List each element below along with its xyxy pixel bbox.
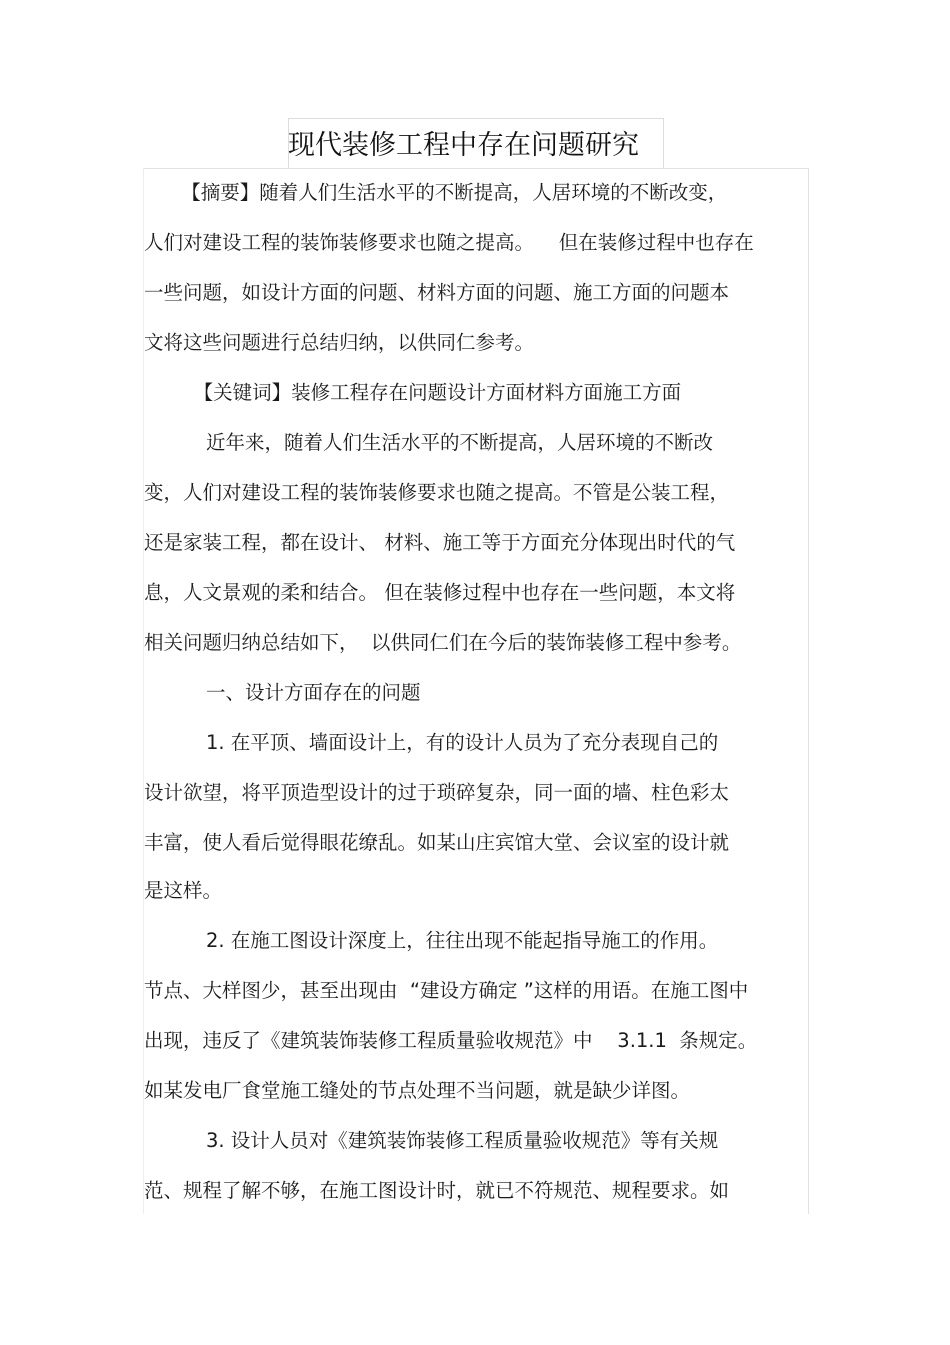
text-line-9: 息，人文景观的柔和结合。 但在装修过程中也存在一些问题，本文将: [144, 581, 736, 604]
text-line-8: 还是家装工程，都在设计、 材料、施工等于方面充分体现出时代的气: [144, 531, 736, 554]
document-title: 现代装修工程中存在问题研究: [288, 130, 639, 161]
text-line-6: 近年来，随着人们生活水平的不断提高，人居环境的不断改: [144, 431, 713, 454]
section-heading-1: 一、设计方面存在的问题: [144, 681, 421, 704]
text-line-14: 丰富，使人看后觉得眼花缭乱。如某山庄宾馆大堂、会议室的设计就: [144, 831, 730, 854]
text-line-4: 文将这些问题进行总结归纳，以供同仁参考。: [144, 331, 535, 354]
text-line-15: 是这样。: [144, 879, 223, 902]
text-line-7: 变，人们对建设工程的装饰装修要求也随之提高。不管是公装工程，: [144, 481, 730, 504]
text-line-10: 相关问题归纳总结如下， 以供同仁们在今后的装饰装修工程中参考。: [144, 631, 742, 654]
text-line-20: 3. 设计人员对《建筑装饰装修工程质量验收规范》等有关规: [144, 1129, 719, 1152]
text-line-1: 【摘要】随着人们生活水平的不断提高，人居环境的不断改变，: [144, 181, 728, 204]
text-line-21: 范、规程了解不够，在施工图设计时，就已不符规范、规程要求。如: [144, 1179, 730, 1202]
text-line-13: 设计欲望，将平顶造型设计的过于琐碎复杂，同一面的墙、柱色彩太: [144, 781, 730, 804]
text-line-2: 人们对建设工程的装饰装修要求也随之提高。 但在装修过程中也存在: [144, 231, 754, 254]
text-line-3: 一些问题，如设计方面的问题、材料方面的问题、施工方面的问题本: [144, 281, 730, 304]
keywords-line: 【关键词】装修工程存在问题设计方面材料方面施工方面: [144, 381, 682, 404]
text-line-16: 2. 在施工图设计深度上，往往出现不能起指导施工的作用。: [144, 929, 719, 952]
text-line-18: 出现，违反了《建筑装饰装修工程质量验收规范》中 3.1.1 条规定。: [144, 1029, 758, 1052]
text-line-19: 如某发电厂食堂施工缝处的节点处理不当问题，就是缺少详图。: [144, 1079, 691, 1102]
text-line-12: 1. 在平顶、墙面设计上，有的设计人员为了充分表现自己的: [144, 731, 719, 754]
text-line-17: 节点、大样图少，甚至出现由 “建设方确定 ”这样的用语。在施工图中: [144, 979, 749, 1002]
